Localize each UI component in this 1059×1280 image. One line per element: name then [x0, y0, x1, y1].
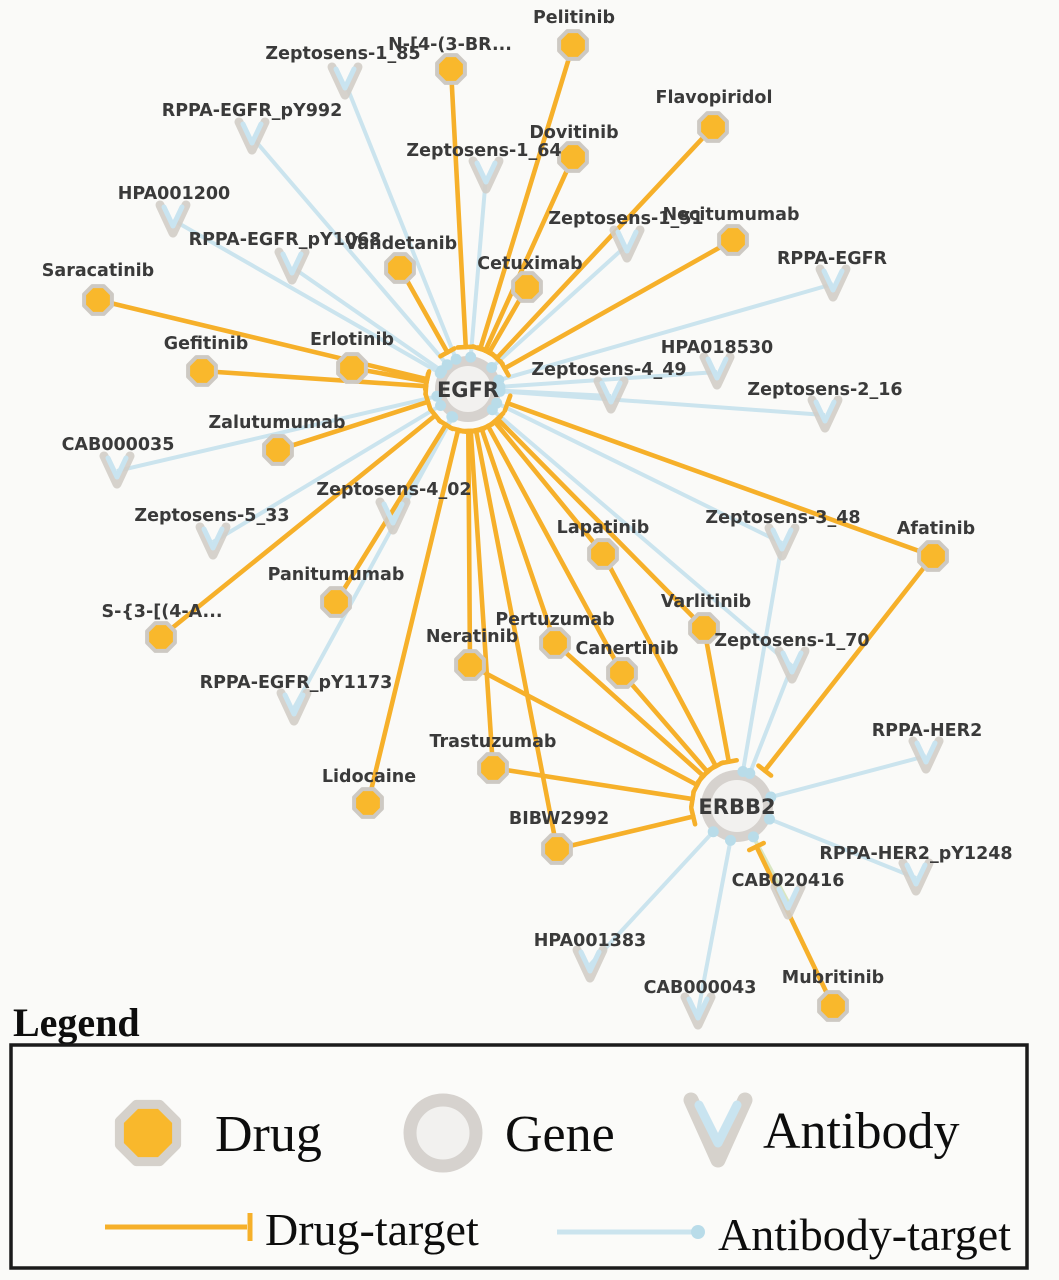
antibody-label: Zeptosens-1_85: [265, 44, 421, 64]
drug-node: [147, 623, 175, 651]
drug-edge-tee: [691, 791, 693, 807]
antibody-label: RPPA-HER2: [871, 721, 983, 741]
antibody-label: Zeptosens-1_64: [406, 141, 562, 161]
drug-label: Lidocaine: [321, 767, 417, 787]
drug-node: [188, 357, 216, 385]
drug-node: [513, 273, 541, 301]
drug-label: Vandetanib: [344, 234, 458, 254]
antibody-node: [160, 205, 186, 233]
antibody-label: RPPA-EGFR_pY1173: [199, 673, 393, 693]
drug-node: [589, 540, 617, 568]
antibody-label: Zeptosens-4_02: [316, 480, 472, 500]
antibody-edge-dot: [744, 768, 755, 779]
drug-node: [559, 143, 587, 171]
antibody-edge-dot: [465, 352, 476, 363]
drug-label: Lapatinib: [556, 518, 650, 538]
antibody-node: [704, 357, 730, 385]
antibody-edge-dot: [708, 826, 719, 837]
drug-edge-tee: [425, 374, 428, 390]
drug-node: [354, 789, 382, 817]
drug-node: [338, 354, 366, 382]
antibody-label: RPPA-EGFR_pY1068: [188, 230, 382, 250]
antibody-target-edge: [294, 417, 453, 708]
drug-label: Saracatinib: [41, 261, 155, 281]
drug-label: Zalutumumab: [208, 413, 346, 433]
drug-target-edge: [451, 69, 466, 347]
antibody-label: RPPA-EGFR: [776, 249, 888, 269]
antibody-edge-dot: [486, 362, 497, 373]
drug-label: Trastuzumab: [429, 732, 557, 752]
drug-edge-tee: [691, 809, 695, 825]
drug-node: [456, 651, 484, 679]
antibody-label: Zeptosens-1_70: [714, 631, 870, 651]
antibody-label: Zeptosens-5_33: [134, 506, 290, 526]
drug-target-edge: [497, 127, 713, 358]
legend-title: Legend: [13, 1000, 140, 1045]
drug-node: [84, 286, 112, 314]
antibody-label: Zeptosens-4_49: [531, 360, 687, 380]
antibody-node: [279, 252, 305, 280]
antibody-node: [332, 67, 358, 95]
drug-label: Pertuzumab: [495, 610, 615, 630]
drug-label: Afatinib: [896, 519, 976, 539]
drug-label: Mubritinib: [781, 968, 885, 988]
antibody-label: Zeptosens-1_51: [548, 209, 704, 229]
antibody-label: HPA018530: [660, 338, 774, 358]
drug-label: Cetuximab: [477, 254, 583, 274]
drug-label: N-[4-(3-BR...: [388, 35, 512, 55]
legend-antibody-target-dot: [691, 1225, 705, 1239]
drug-node: [699, 113, 727, 141]
antibody-edge-dot: [487, 404, 498, 415]
drug-node: [479, 754, 507, 782]
drug-node: [919, 542, 947, 570]
legend-gene-label: Gene: [505, 1106, 615, 1163]
antibody-edge-dot: [725, 835, 736, 846]
legend-antibody-label: Antibody: [763, 1103, 960, 1160]
drug-edge-tee: [468, 429, 484, 432]
drug-node: [719, 226, 747, 254]
antibody-label: CAB000043: [643, 978, 757, 998]
antibody-label: CAB000035: [61, 435, 175, 455]
drug-node: [559, 31, 587, 59]
drug-label: BIBW2992: [508, 809, 610, 829]
antibody-target-edge: [750, 666, 792, 773]
antibody-label: RPPA-HER2_pY1248: [819, 844, 1013, 864]
antibody-edge-dot: [436, 365, 447, 376]
drug-node: [819, 992, 847, 1020]
antibody-node: [820, 269, 846, 297]
legend-antibody-target-label: Antibody-target: [718, 1209, 1011, 1260]
drug-label: Gefitinib: [163, 334, 249, 354]
drug-node: [386, 254, 414, 282]
antibody-edge-dot: [447, 412, 458, 423]
antibody-target-edge: [292, 267, 442, 371]
drug-label: Neratinib: [425, 627, 519, 647]
drug-node: [608, 659, 636, 687]
drug-node: [437, 55, 465, 83]
drug-label: S-{3-[(4-A...: [101, 602, 223, 622]
drug-target-edge: [480, 45, 573, 349]
legend-drug-label: Drug: [215, 1106, 322, 1163]
drug-label: Varlitinib: [660, 592, 752, 612]
antibody-label: RPPA-EGFR_pY992: [161, 101, 343, 121]
drug-target-edge: [493, 768, 693, 799]
gene-label: EGFR: [436, 378, 500, 402]
antibody-label: CAB020416: [731, 871, 845, 891]
antibody-label: HPA001200: [117, 184, 231, 204]
antibody-label: Zeptosens-3_48: [705, 508, 861, 528]
drug-label: Pelitinib: [532, 8, 616, 28]
antibody-target-edge: [771, 756, 926, 797]
drug-label: Necitumumab: [662, 205, 800, 225]
antibody-node: [473, 161, 499, 189]
drug-target-edge: [471, 431, 493, 768]
drug-node: [543, 835, 571, 863]
drug-label: Flavopiridol: [655, 88, 773, 108]
gene-label: ERBB2: [698, 795, 776, 819]
legend-gene-circle-icon: [410, 1100, 476, 1166]
drug-label: Dovitinib: [529, 123, 619, 143]
drug-edge-tee: [721, 760, 737, 763]
antibody-label: Zeptosens-2_16: [747, 380, 903, 400]
legend-drug-octagon-icon: [119, 1104, 176, 1161]
drug-node: [322, 588, 350, 616]
antibody-node: [913, 741, 939, 769]
drug-edge-tee: [458, 347, 474, 348]
drug-node: [264, 436, 292, 464]
legend: [11, 1000, 1027, 1268]
legend-drug-target-label: Drug-target: [265, 1204, 479, 1255]
drug-label: Panitumumab: [267, 565, 405, 585]
drug-label: Erlotinib: [310, 330, 394, 350]
antibody-edge-dot: [748, 831, 759, 842]
drug-label: Canertinib: [575, 639, 679, 659]
drug-node: [541, 629, 569, 657]
antibody-label: HPA001383: [533, 931, 647, 951]
